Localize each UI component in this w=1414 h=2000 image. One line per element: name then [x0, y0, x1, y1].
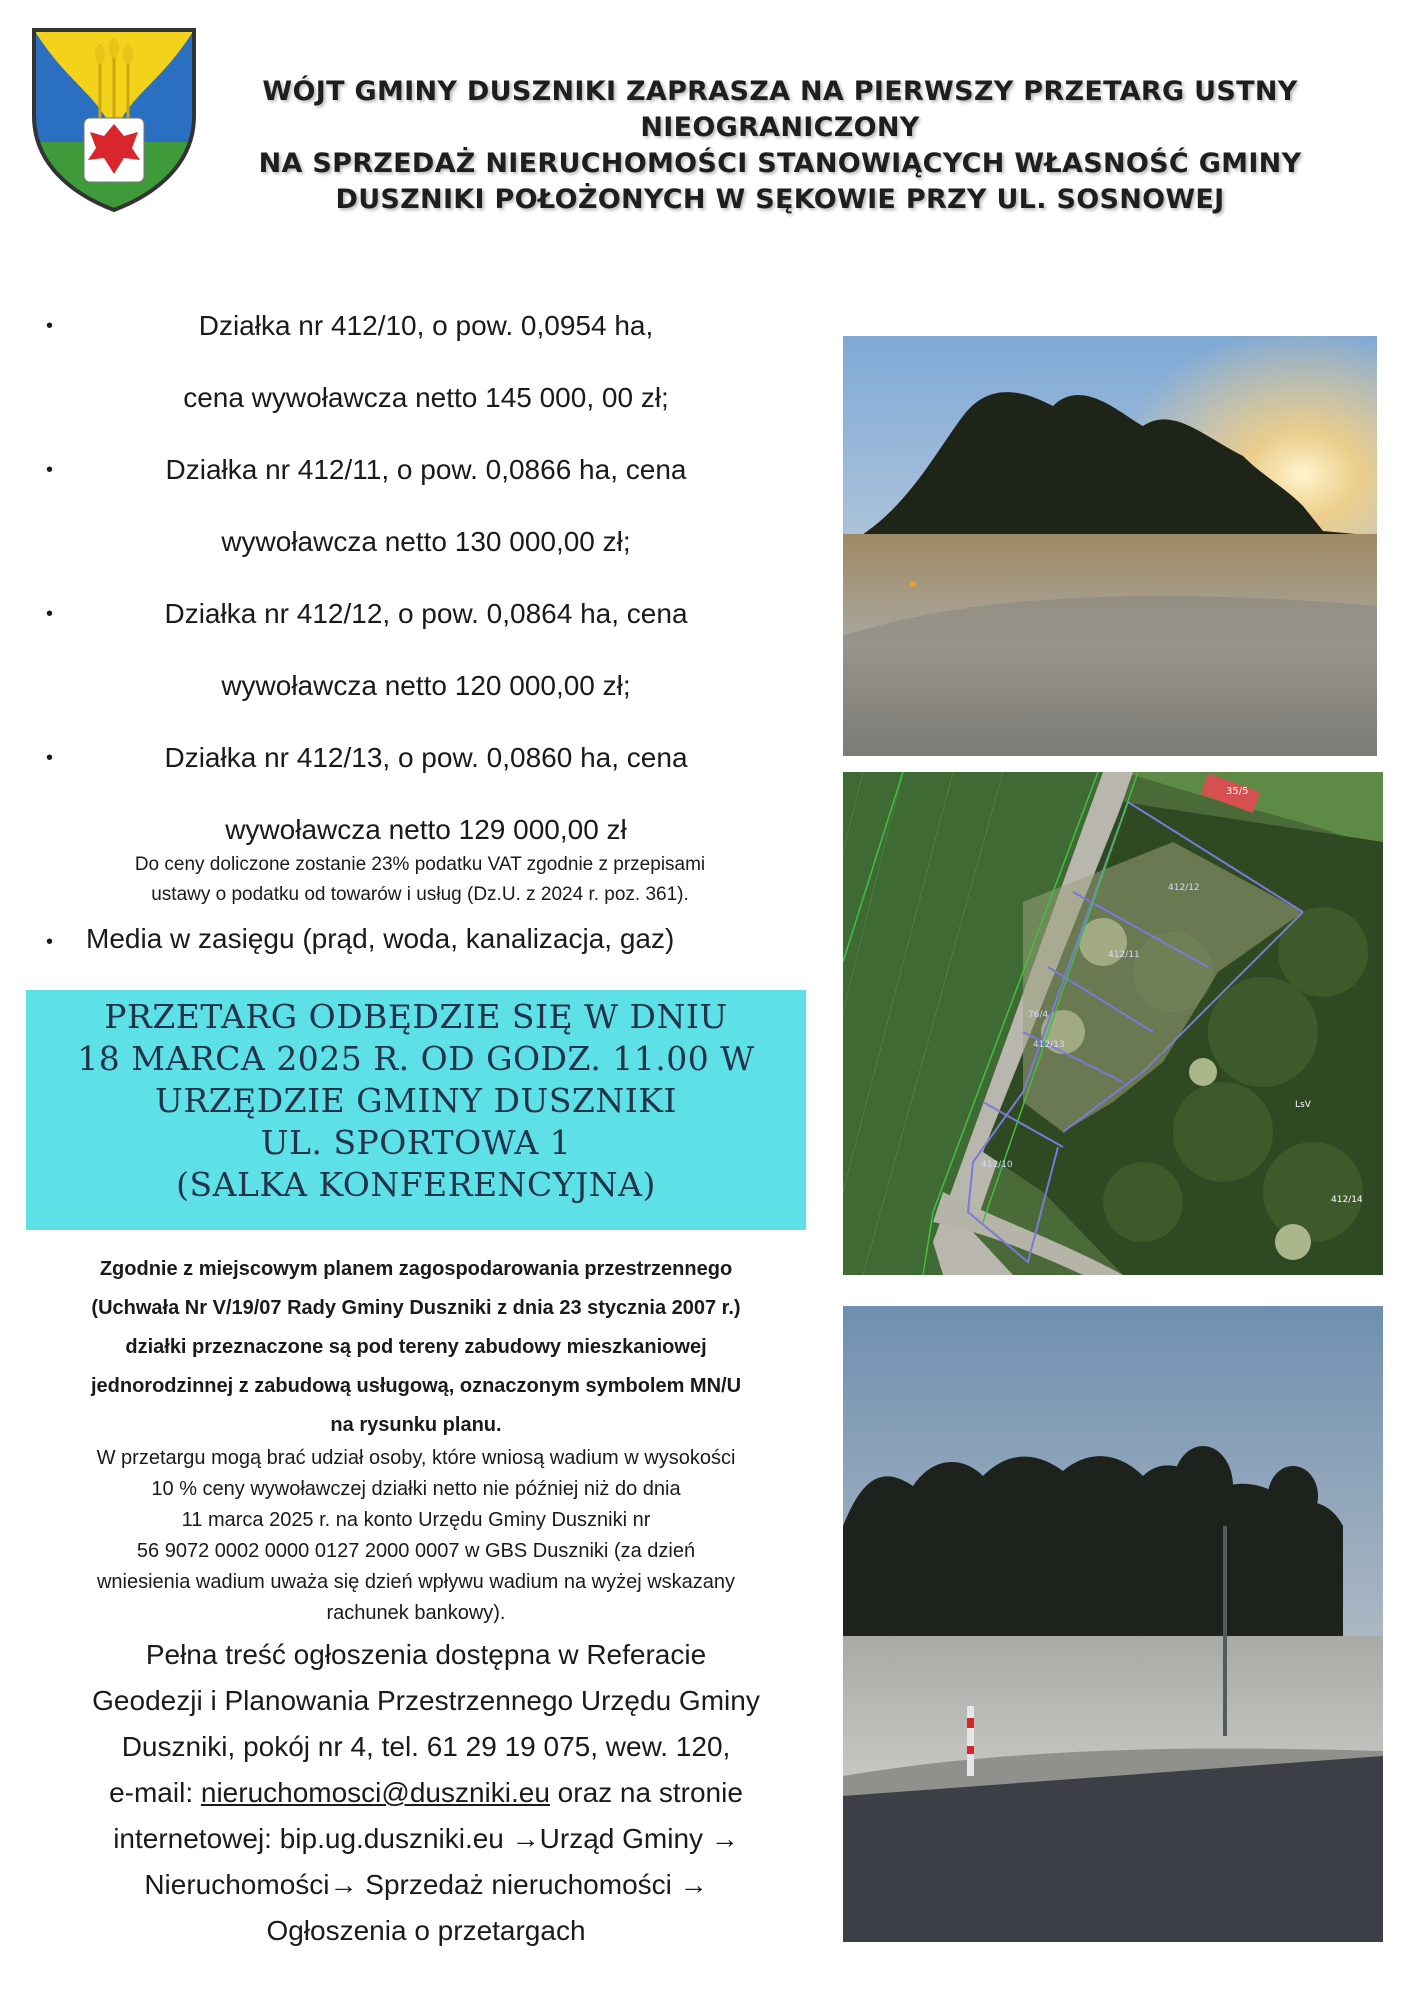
media-text: Media w zasięgu (prąd, woda, kanalizacja, gaz) — [86, 923, 675, 954]
plan-line-5: na rysunku planu. — [330, 1414, 502, 1436]
photo-plot-roadside — [843, 1306, 1383, 1942]
lots-list — [46, 290, 806, 866]
bullet: • — [46, 747, 54, 769]
vat-note — [40, 850, 800, 910]
lot-3-price: wywoławcza netto 120 000,00 zł; — [221, 670, 631, 701]
bullet: • — [46, 931, 54, 953]
plan-line-3: działki przeznaczone są pod tereny zabudowy mieszkaniowej — [125, 1336, 707, 1358]
zoning-plan-paragraph — [26, 1250, 806, 1445]
map-label-parcel-412-14: 412/14 — [1331, 1195, 1363, 1205]
contact-line-1: Pełna treść ogłoszenia dostępna w Referacie — [145, 1639, 707, 1670]
lot-4-description: Działka nr 412/13, o pow. 0,0860 ha, cena — [164, 742, 688, 773]
plan-line-2: (Uchwała Nr V/19/07 Rady Gminy Duszniki z dnia 23 stycznia 2007 r.) — [91, 1297, 741, 1319]
deposit-paragraph — [26, 1443, 806, 1629]
title-line-2: NIEOGRANICZONY — [640, 112, 920, 143]
lot-1-line-1 — [46, 290, 806, 362]
auction-line-3: URZĘDZIE GMINY DUSZNIKI — [155, 1081, 677, 1120]
contact-line-3: Duszniki, pokój nr 4, tel. 61 29 19 075, wew. 120, — [121, 1731, 731, 1762]
title-line-3: NA SPRZEDAŻ NIERUCHOMOŚCI STANOWIĄCYCH WŁASNOŚĆ GMINY — [258, 148, 1302, 179]
lot-2-description: Działka nr 412/11, o pow. 0,0866 ha, cena — [165, 454, 687, 485]
map-label-parcel-412-13: 412/13 — [1033, 1040, 1065, 1050]
map-label-building: 35/5 — [1226, 786, 1249, 797]
vat-note-line-2: ustawy o podatku od towarów i usług (Dz.U. z 2024 r. poz. 361). — [151, 884, 689, 905]
plan-line-1: Zgodnie z miejscowym planem zagospodarowania przestrzennego — [99, 1258, 733, 1280]
lot-2-line-2 — [46, 506, 806, 578]
bullet: • — [46, 315, 54, 337]
title-line-1: WÓJT GMINY DUSZNIKI ZAPRASZA NA PIERWSZY PRZETARG USTNY — [262, 76, 1298, 107]
lot-4-line-1 — [46, 722, 806, 794]
parcel-map — [843, 772, 1383, 1275]
email-link[interactable]: nieruchomosci@duszniki.eu — [200, 1777, 550, 1808]
map-label-parcel-412-12: 412/12 — [1168, 883, 1200, 893]
map-label-parcel-412-11: 412/11 — [1108, 950, 1140, 960]
contact-line-4 — [26, 1770, 826, 1816]
deposit-line-3: 11 marca 2025 r. na konto Urzędu Gminy Duszniki nr — [181, 1509, 651, 1531]
lot-1-price: cena wywoławcza netto 145 000, 00 zł; — [183, 382, 669, 413]
plan-line-4: jednorodzinnej z zabudową usługową, oznaczonym symbolem MN/U — [90, 1375, 742, 1397]
media-item — [46, 914, 806, 964]
photo-field-sunrise — [843, 336, 1377, 756]
bullet: • — [46, 603, 54, 625]
lot-3-line-2 — [46, 650, 806, 722]
contact-paragraph — [26, 1632, 826, 1954]
lot-3-line-1 — [46, 578, 806, 650]
email-prefix: e-mail: — [109, 1777, 201, 1808]
vat-note-line-1: Do ceny doliczone zostanie 23% podatku VAT zgodnie z przepisami — [134, 854, 706, 875]
bullet: • — [46, 459, 54, 481]
map-label-forest: LsV — [1295, 1100, 1311, 1110]
contact-line-6: Nieruchomości→ Sprzedaż nieruchomości → — [144, 1869, 708, 1900]
deposit-line-2: 10 % ceny wywoławczej działki netto nie później niż do dnia — [151, 1478, 681, 1500]
map-label-parcel-412-10: 412/10 — [981, 1160, 1013, 1170]
lot-1-description: Działka nr 412/10, o pow. 0,0954 ha, — [198, 310, 654, 341]
lot-2-price: wywoławcza netto 130 000,00 zł; — [221, 526, 631, 557]
deposit-line-5: wniesienia wadium uważa się dzień wpływu wadium na wyżej wskazany — [96, 1571, 736, 1593]
deposit-line-1: W przetargu mogą brać udział osoby, które wniosą wadium w wysokości — [96, 1447, 736, 1469]
lot-2-line-1 — [46, 434, 806, 506]
auction-announcement — [26, 990, 806, 1230]
email-suffix: oraz na stronie — [549, 1777, 743, 1808]
deposit-line-4: 56 9072 0002 0000 0127 2000 0007 w GBS Duszniki (za dzień — [136, 1540, 696, 1562]
map-label-parcel-76-4: 76/4 — [1028, 1010, 1049, 1020]
contact-line-7: Ogłoszenia o przetargach — [266, 1915, 586, 1946]
auction-line-2: 18 MARCA 2025 R. OD GODZ. 11.00 W — [77, 1039, 755, 1078]
deposit-line-6: rachunek bankowy). — [326, 1602, 506, 1624]
auction-line-1: PRZETARG ODBĘDZIE SIĘ W DNIU — [104, 997, 728, 1036]
lot-1-line-2 — [46, 362, 806, 434]
lot-4-price: wywoławcza netto 129 000,00 zł — [225, 814, 627, 845]
contact-line-5: internetowej: bip.ug.duszniki.eu →Urząd Gminy → — [113, 1823, 739, 1854]
coat-of-arms-icon — [28, 24, 200, 214]
title-line-4: DUSZNIKI POŁOŻONYCH W SĘKOWIE PRZY UL. SOSNOWEJ — [335, 184, 1225, 215]
page-title — [210, 74, 1350, 218]
lot-3-description: Działka nr 412/12, o pow. 0,0864 ha, cena — [164, 598, 688, 629]
auction-line-4: UL. SPORTOWA 1 — [260, 1123, 572, 1162]
auction-line-5: (SALKA KONFERENCYJNA) — [176, 1165, 656, 1204]
contact-line-2: Geodezji i Planowania Przestrzennego Urzędu Gminy — [92, 1685, 760, 1716]
